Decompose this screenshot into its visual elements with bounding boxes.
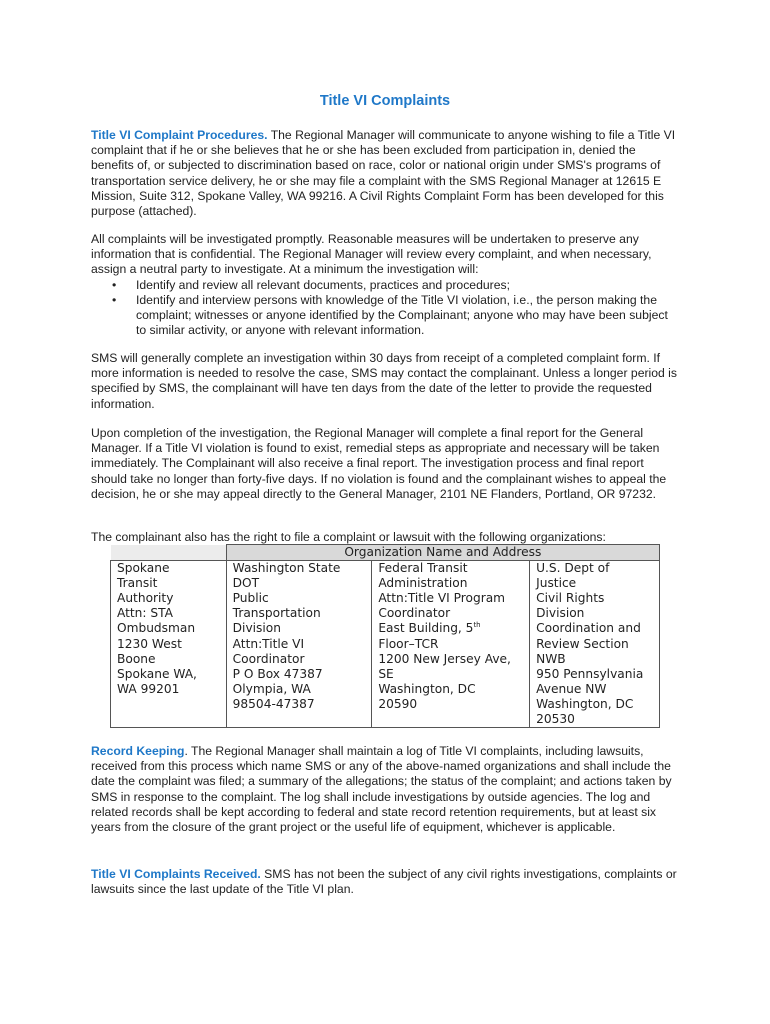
address-line [117,637,220,652]
address-line-text: 98504-47387 [232,696,315,711]
address-line [536,591,653,606]
address-line [117,682,220,697]
address-line-text: Division [536,606,585,621]
list-item-text: Identify and interview persons with knowledge of the Title VI violation, i.e., the person making the complaint; witnesses or anyone identified by the Complainant; anyone who may have been subject to similar activity, or anyone with relevant information. [136,292,668,338]
paragraph-text: SMS has not been the subject of any civil rights investigations, complaints or lawsuits since the last update of the Title VI plan. [91,867,677,897]
address-line-text: East Building, 5 [378,621,474,636]
section-heading: Title VI Complaints Received. [91,867,261,881]
address-line [378,667,523,682]
address-line-text: Attn: STA [117,606,173,621]
section-heading: Title VI Complaint Procedures. [91,128,268,142]
address-line [233,606,366,621]
org-cell-fta [372,561,530,728]
page-title: Title VI Complaints [319,93,451,109]
address-line-text: Public [232,591,269,606]
table-row [111,561,660,728]
organizations-table [110,544,660,728]
address-line-text: 20530 [536,712,575,727]
address-line [117,652,220,667]
paragraph-text: . The Regional Manager shall maintain a log of Title VI complaints, including lawsuits, received from this process which name SMS or any of the above-named organizations and shall include the date the complaint was filed; a summary of the allegations; the status of the complaint; and actions taken by SMS in response to the complaint. The log shall include investigations by outside agencies. The log and related records shall be kept according to federal and state record retention requirements, but at least six years from the closure of the grant project or the useful life of equipment, whichever is applicable. [91,744,672,835]
address-line-text: U.S. Dept of [536,561,610,576]
address-line-text: Coordinator [378,606,451,621]
address-line-text: Attn:Title VI Program [378,591,506,606]
address-line-text: Washington, DC [378,681,476,696]
address-line [378,561,523,576]
address-line-text: Spokane [117,561,170,576]
address-line-text: Administration [378,576,468,591]
address-line [536,606,653,621]
address-line-text: 20590 [378,696,418,711]
address-line [233,621,366,636]
address-line-text: P O Box 47387 [232,666,323,681]
org-cell-spokane-transit [111,561,227,728]
address-line [378,606,523,621]
address-line [233,576,366,591]
address-line [117,667,220,682]
organizations-intro: The complainant also has the right to file a complaint or lawsuit with the following organizations: [91,530,606,544]
list-item-text: Identify and review all relevant documents, practices and procedures; [136,277,510,292]
address-line-text: Olympia, WA [232,681,311,696]
address-line [536,712,653,727]
complaints-received-paragraph [91,867,681,897]
address-line-text: Division [232,621,281,636]
address-line-text: Transportation [232,606,321,621]
address-line [536,637,653,652]
bullet-list [91,278,681,339]
address-line [536,652,653,667]
address-line-text: SE [378,666,394,681]
address-line [117,561,220,576]
address-line [233,697,366,712]
address-line-text: Authority [117,591,174,606]
address-line [536,621,653,636]
org-cell-doj [530,561,660,728]
address-line-text: Floor–TCR [378,636,439,651]
address-line [117,606,220,621]
address-line-text: Washington State [232,561,341,576]
paragraph-text: All complaints will be investigated promptly. Reasonable measures will be undertaken to preserve any information that is confidential. The Regional Manager will review every complaint, and when necessary, assign a neutral party to investigate. At a minimum the investigation will: [91,232,652,277]
address-line [378,697,523,712]
address-line [536,576,653,591]
investigation-paragraph [91,232,681,338]
address-line-text: Spokane WA, [117,666,197,681]
address-line-text: NWB [536,651,566,666]
address-line [378,621,523,636]
address-line [117,591,220,606]
final-report-paragraph: Upon completion of the investigation, the Regional Manager will complete a final report for the General Manager. If a Title VI violation is found to exist, remedial steps as appropriate and necessary will be taken immediately. The Complainant will also receive a final report. The investigation process and final report should take no longer than forty-five days. If no violation is found and the complainant wishes to appeal the decision, he or she may appeal directly to the General Manager, 2101 NE Flanders, Portland, OR 97232. [91,426,667,501]
address-line-text: Avenue NW [536,681,607,696]
address-line-text: Federal Transit [378,561,468,576]
section-heading: Record Keeping [91,744,185,758]
address-line [233,682,366,697]
address-line [378,591,523,606]
address-line-text: DOT [232,576,260,591]
address-line [117,621,220,636]
address-line [378,637,523,652]
address-line-text: Transit [117,576,158,591]
address-line [378,576,523,591]
address-line-text: Washington, DC [536,696,634,711]
address-line-text: Attn:Title VI [232,636,305,651]
address-line-text: Ombudsman [117,621,196,636]
address-line-text: Coordinator [232,651,305,666]
org-cell-wsdot [226,561,372,728]
address-line [378,682,523,697]
address-line [536,682,653,697]
address-line-text: Review Section [536,636,629,651]
paragraph-text: The Regional Manager will communicate to anyone wishing to file a Title VI complaint that if he or she believes that he or she has been excluded from participation in, denied the benefits of, or subjected to discrimination based on race, color or national origin under SMS's programs of transportation service delivery, he or she may file a complaint with the SMS Regional Manager at 12615 E Mission, Suite 312, Spokane Valley, WA 99216. A Civil Rights Complaint Form has been developed for this purpose (attached). [91,128,676,219]
address-line-text: 1230 West [117,636,182,651]
record-keeping-paragraph [91,744,681,835]
list-item [112,277,681,293]
address-line-text: Justice [536,576,577,591]
address-line [233,667,366,682]
address-line-text: WA 99201 [117,681,180,696]
list-item [112,292,681,339]
address-line [536,667,653,682]
superscript: th [473,621,481,630]
address-line [233,637,366,652]
address-line-text: Coordination and [536,621,641,636]
address-line [233,652,366,667]
header-empty-cell [111,545,227,561]
table-header: Organization Name and Address [226,545,659,561]
address-line [233,591,366,606]
address-line [378,652,523,667]
address-line [536,697,653,712]
address-line [536,561,653,576]
complaint-procedures-paragraph [91,128,681,219]
address-line-text: 950 Pennsylvania [536,666,644,681]
address-line-text: 1200 New Jersey Ave, [378,651,511,666]
address-line-text: Boone [117,651,156,666]
address-line [233,561,366,576]
timeline-paragraph: SMS will generally complete an investigation within 30 days from receipt of a completed complaint form. If more information is needed to resolve the case, SMS may contact the complainant. Unless a longer period is specified by SMS, the complainant will have ten days from the date of the letter to provide the requested information. [91,351,677,411]
address-line-text: Civil Rights [536,591,605,606]
address-line [117,576,220,591]
bullet-icon: • [112,292,117,307]
bullet-icon: • [112,277,117,292]
